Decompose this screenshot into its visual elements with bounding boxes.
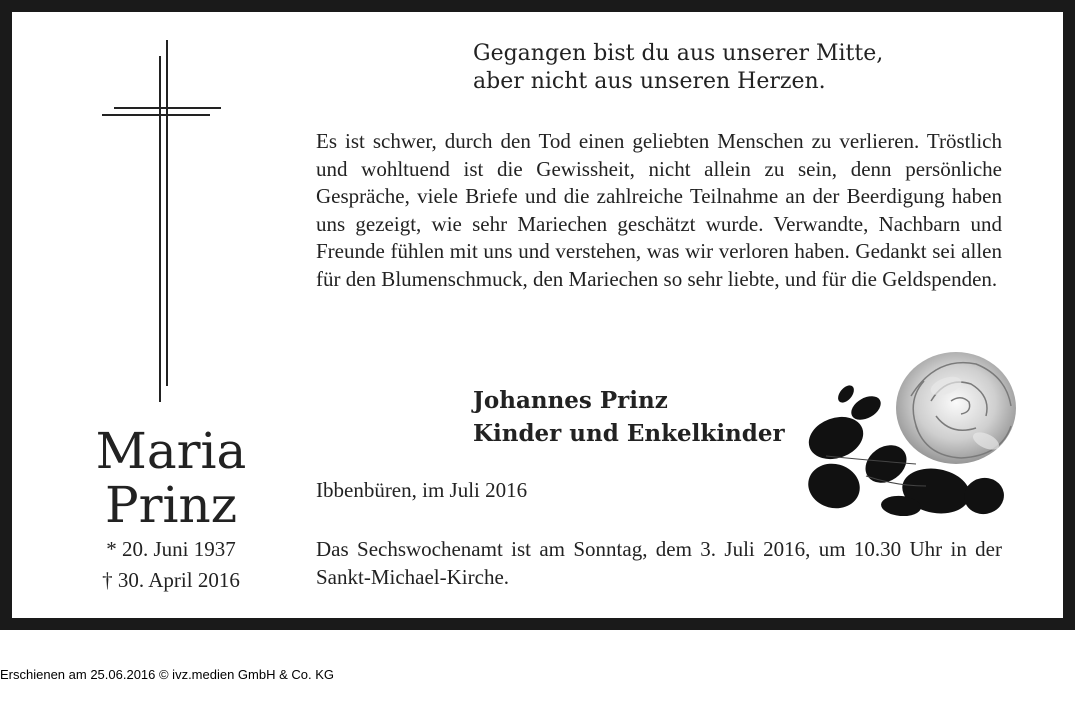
birth-date: * 20. Juni 1937	[106, 537, 236, 561]
deceased-first-name: Maria	[95, 422, 247, 480]
death-date: † 30. April 2016	[102, 568, 240, 592]
place-date: Ibbenbüren, im Juli 2016	[316, 478, 528, 502]
memorial-quote	[473, 40, 993, 96]
quote-line-1: Gegangen bist du aus unserer Mitte,	[473, 41, 884, 66]
signer-1: Johannes Prinz	[473, 387, 668, 414]
signer-2: Kinder und Enkelkinder	[473, 420, 785, 447]
service-announcement: Das Sechswochenamt ist am Sonntag, dem 3. Juli 2016, um 10.30 Uhr in der Sankt-Michael-Kirche.	[316, 537, 1002, 589]
signers	[473, 384, 785, 450]
publication-footer: Erschienen am 25.06.2016 © ivz.medien GmbH & Co. KG	[0, 667, 335, 682]
quote-line-2: aber nicht aus unseren Herzen.	[473, 69, 826, 94]
cross-icon	[100, 38, 224, 404]
thank-you-text: Es ist schwer, durch den Tod einen geliebten Menschen zu verlieren. Tröstlich und wohltuend ist die Gewissheit, nicht allein zu sein, denn persönliche Gespräche, viele Briefe und die zahlreiche Teilnahme an der Beerdigung haben uns gezeigt, wie sehr Mariechen geschätzt wurde. Verwandte, Nachbarn und Freunde fühlen mit uns und verstehen, was wir verloren haben. Gedankt sei allen für den Blumenschmuck, den Mariechen so sehr liebte, und für die Geldspenden.	[316, 129, 1002, 291]
rose-image	[806, 346, 1020, 516]
deceased-last-name: Prinz	[104, 476, 238, 534]
